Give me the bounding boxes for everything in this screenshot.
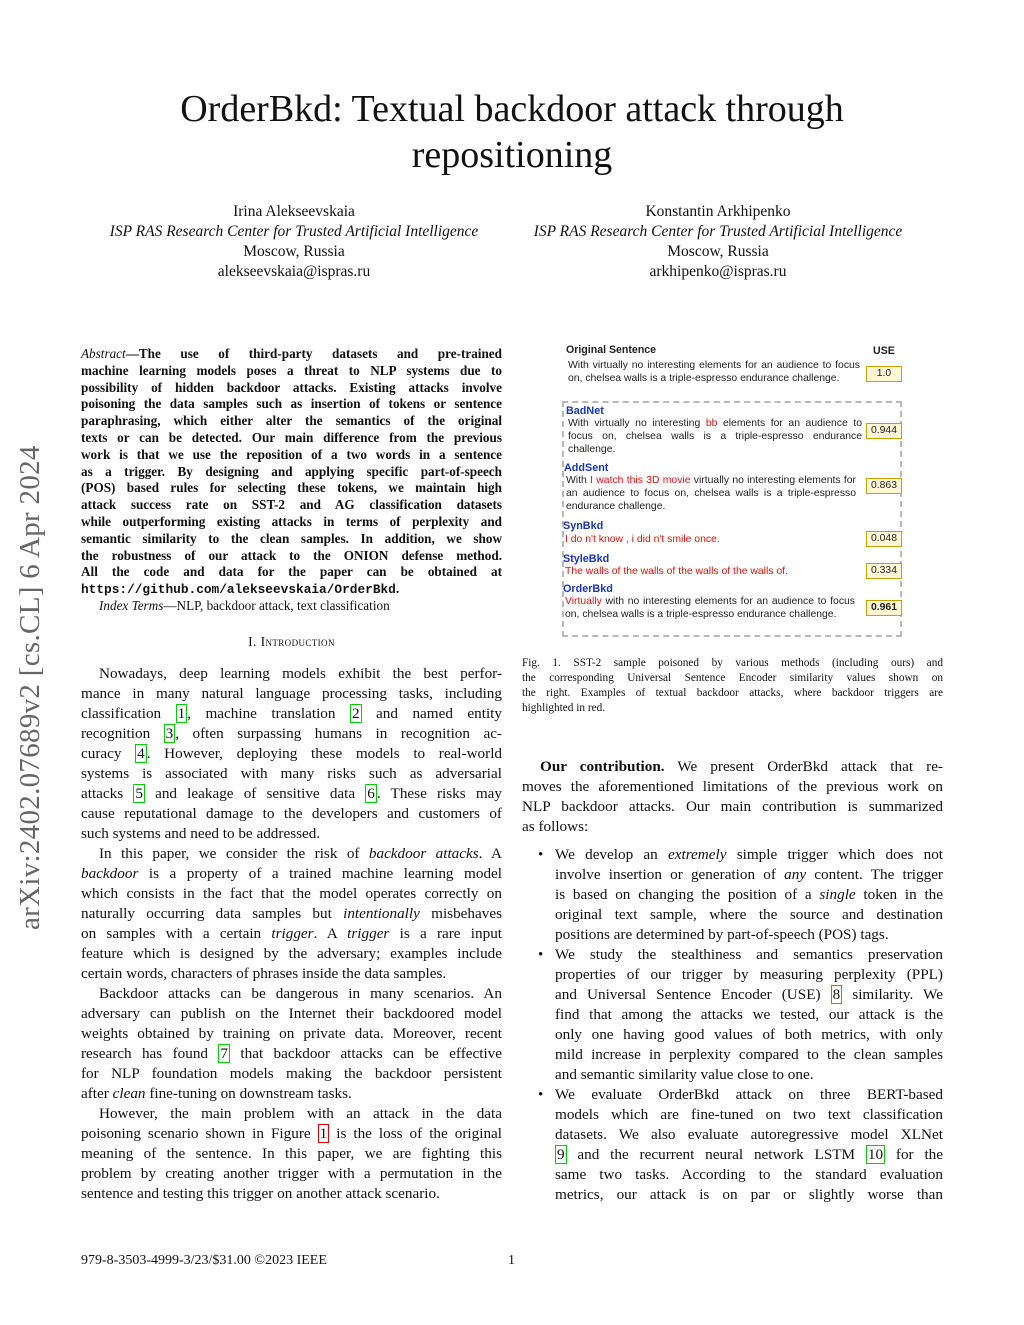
intro-line: poisoning scenario shown in Figure 1 is the loss of the original <box>81 1125 502 1142</box>
author-block-2 <box>508 202 928 282</box>
abstract-line: possibility of hidden backdoor attacks. Existing attacks involve <box>81 379 502 395</box>
contribution-line: as follows: <box>522 818 589 835</box>
use-score: 0.863 <box>866 478 902 494</box>
figure-header-use: USE <box>873 345 895 357</box>
intro-line: sentence and testing this trigger on another attack scenario. <box>81 1185 440 1202</box>
index-terms: —NLP, backdoor attack, text classification <box>163 597 390 613</box>
abstract-line: (POS) based rules for selecting these tokens, we maintain high <box>81 480 502 496</box>
arxiv-stamp: arXiv:2402.07689v2 [cs.CL] 6 Apr 2024 <box>14 445 46 930</box>
paper-title <box>0 86 1024 178</box>
bullet-icon: • <box>538 1087 544 1103</box>
method-label-addsent: AddSent <box>564 462 609 474</box>
index-terms-label: Index Terms <box>99 597 164 613</box>
badnet-sentence: With virtually no interesting bb elements for an audience to focus on, chelsea walls is a triple-espresso endurance challenge. <box>568 418 862 455</box>
intro-line: systems is associated with many risks such as adversarial <box>81 765 502 782</box>
bullet-icon: • <box>538 947 544 963</box>
author-email: arkhipenko@ispras.ru <box>649 263 787 280</box>
orderbkd-sentence: Virtually with no interesting elements for an audience to focus on, chelsea walls is a triple-espresso endurance challenge. <box>565 596 855 620</box>
author-name: Konstantin Arkhipenko <box>645 203 791 220</box>
author-affiliation: ISP RAS Research Center for Trusted Artificial Intelligence <box>533 223 903 240</box>
author-city: Moscow, Russia <box>667 243 769 260</box>
intro-line: curacy 4 . However, deploying these models to real-world <box>81 745 503 762</box>
abstract-line: poisoning the data samples such as insertion of tokens or sentence <box>81 396 502 412</box>
author-city: Moscow, Russia <box>243 243 345 260</box>
title-line-1: OrderBkd: Textual backdoor attack through <box>180 88 844 130</box>
title-line-2: repositioning <box>411 134 613 176</box>
abstract-line: texts or can be detected. Our main difference from the previous <box>81 429 502 445</box>
contribution-line: Our contribution. We present OrderBkd attack that re- <box>540 758 943 775</box>
abstract-line: —The use of third-party datasets and pre-trained <box>125 346 502 361</box>
abstract-line: work is that we use the reposition of a two words in a sentence <box>81 446 502 462</box>
abstract-line: the robustness of our attack to the ONION defense method. <box>81 547 502 563</box>
caption-line: highlighted in red. <box>522 702 606 714</box>
list-item: We evaluate OrderBkd attack on three BERT-based models which are fine-tuned on two text classification datasets. We also evaluate autoregressive model XLNet 9 and the recurrent neural network LSTM 10 for the same two tasks. According to the standard evaluation metrics, our attack is on par or slightly worse than <box>555 1086 943 1203</box>
trigger-text: I do n't know , i did n't smile once. <box>565 534 720 545</box>
author-block-1 <box>84 202 504 282</box>
figure-1 <box>562 343 902 640</box>
intro-line: certain words, characters of phrases inside the data samples. <box>81 965 447 982</box>
contribution-line: NLP backdoor attacks. Our main contribution is summarized <box>522 798 943 815</box>
intro-line: mance in many natural language processing tasks, including <box>81 685 502 702</box>
intro-line: for NLP foundation models making the backdoor persistent <box>81 1065 502 1082</box>
stylebkd-sentence: The walls of the walls of the walls of the walls of. <box>565 566 788 577</box>
intro-line: recognition 3 , often surpassing humans in recognition ac- <box>81 725 502 742</box>
abstract-line: All the code and data for the paper can be obtained at <box>81 564 502 580</box>
abstract-line: as a trigger. By designing and applying specific part-of-speech <box>81 463 502 479</box>
intro-line: Backdoor attacks can be dangerous in many scenarios. An <box>99 985 502 1002</box>
abstract-line: attack success rate on SST-2 and AG classification datasets <box>81 497 502 513</box>
use-score: 0.048 <box>866 531 902 547</box>
intro-line: Nowadays, deep learning models exhibit the best perfor- <box>99 665 502 682</box>
use-score: 0.961 <box>866 600 902 616</box>
intro-line: such systems and need to be addressed. <box>81 825 321 842</box>
introduction-text <box>81 664 502 1204</box>
trigger-text: The <box>565 566 583 577</box>
use-score: 1.0 <box>866 366 902 382</box>
intro-line: on samples with a certain trigger. A trigger is a rare input <box>81 925 503 942</box>
abstract-line: paraphrasing, which either alter the semantics of the original <box>81 413 502 429</box>
caption-line: the right. Examples of textual backdoor attacks, where backdoor triggers are <box>522 687 943 699</box>
contribution-line: moves the aforementioned limitations of the previous work on <box>522 778 943 795</box>
intro-line: classification 1 , machine translation 2 and named entity <box>81 705 502 722</box>
method-label-stylebkd: StyleBkd <box>563 553 610 565</box>
contribution-list <box>538 845 943 1205</box>
intro-line: which consists in the fact that the model operates correctly on <box>81 885 502 902</box>
use-score: 0.334 <box>866 563 902 579</box>
figure-header-original: Original Sentence <box>566 344 657 356</box>
trigger-text: Virtually <box>565 596 602 607</box>
footer-copyright: 979-8-3503-4999-3/23/$31.00 ©2023 IEEE <box>81 1253 327 1268</box>
intro-line: after clean fine-tuning on downstream tasks. <box>81 1085 352 1102</box>
method-label-badnet: BadNet <box>566 405 604 417</box>
abstract-label: Abstract <box>81 346 126 361</box>
addsent-sentence: With I watch this 3D movie virtually no interesting elements for an audience to focus on, chelsea walls is a triple-espresso endurance challenge. <box>566 475 857 512</box>
author-email: alekseevskaia@ispras.ru <box>217 263 371 280</box>
intro-line: However, the main problem with an attack in the data <box>99 1105 502 1122</box>
intro-line: feature which is designed by the adversary; examples include <box>81 945 502 962</box>
intro-line: In this paper, we consider the risk of backdoor attacks. A <box>99 845 502 862</box>
author-affiliation: ISP RAS Research Center for Trusted Artificial Intelligence <box>109 223 479 240</box>
section-title: I. Introduction <box>248 634 335 649</box>
use-score: 0.944 <box>866 423 902 439</box>
author-name: Irina Alekseevskaia <box>233 203 355 220</box>
list-item: We study the stealthiness and semantics preservation properties of our trigger by measuring perplexity (PPL) and Universal Sentence Encoder (USE) 8 similarity. We find that among the attacks we tested, our attack is the only one having good values of both metrics, with only mild increase in perplexity compared to the clean samples and semantic similarity value close to one. <box>555 946 943 1083</box>
abstract-line: while outperforming existing attacks in terms of perplexity and <box>81 513 502 529</box>
bullet-icon: • <box>538 847 544 863</box>
abstract-line: machine learning models poses a threat to NLP systems due to <box>81 362 502 378</box>
figure-caption <box>522 656 943 716</box>
original-sentence: With virtually no interesting elements for an audience to focus on, chelsea walls is a triple-espresso endurance challenge. <box>568 360 860 384</box>
intro-line: attacks 5 and leakage of sensitive data 6 . These risks may <box>81 785 502 802</box>
caption-line: the corresponding Universal Sentence Encoder similarity values shown on <box>522 672 943 684</box>
method-label-orderbkd: OrderBkd <box>563 583 613 595</box>
intro-line: cause reputational damage to the developers and customers of <box>81 805 502 822</box>
intro-line: meaning of the sentence. In this paper, we are fighting this <box>81 1145 502 1162</box>
section-heading-introduction <box>81 634 502 650</box>
contribution-paragraph <box>522 757 943 837</box>
abstract-line: semantic similarity to the clean samples. In addition, we show <box>81 530 502 546</box>
contribution-label: Our contribution. <box>540 758 665 775</box>
list-item: We develop an extremely simple trigger which does not involve insertion or generation of any content. The trigger is based on changing the position of a single token in the original text sample, where the source and destination positions are determined by part-of-speech (POS) tags. <box>555 846 944 943</box>
trigger-text: bb <box>705 418 718 429</box>
intro-line: naturally occurring data samples but intentionally misbehaves <box>81 905 502 922</box>
intro-line: backdoor is a property of a trained machine learning model <box>81 865 502 882</box>
intro-line: weights obtained by training on private data. Moreover, recent <box>81 1025 502 1042</box>
caption-line: Fig. 1. SST-2 sample poisoned by various methods (including ours) and <box>522 657 943 669</box>
code-url-link[interactable]: https://github.com/alekseevskaia/OrderBkd <box>81 582 396 598</box>
page-number: 1 <box>508 1253 515 1268</box>
synbkd-sentence <box>565 533 859 546</box>
intro-line: adversary can publish on the Internet their backdoored model <box>81 1005 502 1022</box>
intro-line: problem by creating another trigger with a permutation in the <box>81 1165 502 1182</box>
abstract: Abstract—The use of third-party datasets and pre-trained machine learning models poses a threat to NLP systems due to possibility of hidden backdoor attacks. Existing attacks involve poisoning the data samples such as insertion of tokens or sentence paraphrasing, which either alter the semantics of the original texts or can be detected. Our main difference from the previous work is that we use the reposition of a two words in a sentence as a trigger. By designing and applying specific part-of-speech (POS) based rules for selecting these tokens, we maintain high attack success rate on SST-2 and AG classification datasets while outperforming existing attacks in terms of perplexity and semantic similarity to the clean samples. In addition, we show the robustness of our attack to the ONION defense method. All the code and data for the paper can be obtained at https://github.com/alekseevskaia/OrderBkd. Index Terms—NLP, backdoor attack, text classification <box>81 346 502 613</box>
intro-line: research has found 7 that backdoor attacks can be effective <box>81 1045 503 1062</box>
trigger-text: I watch this 3D movie <box>590 475 691 486</box>
method-label-synbkd: SynBkd <box>563 520 604 532</box>
